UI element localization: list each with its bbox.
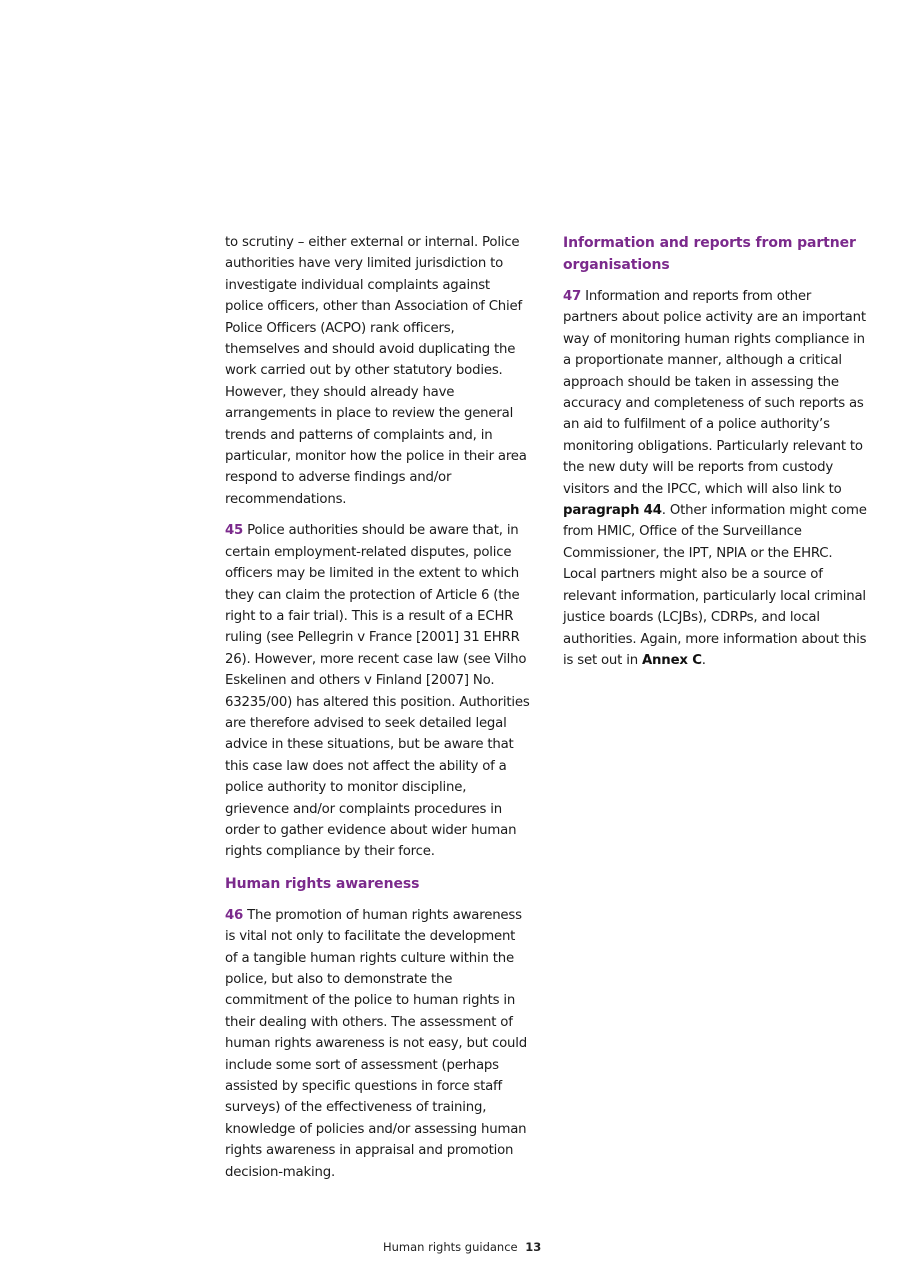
annex-c-reference: Annex C [641,652,702,668]
paragraph-46-text: The promotion of human rights awareness is vital not only to facilitate the development of a tangible human rights culture within the police, but also to demonstrate the commitment of the police to human rights in their dealing with others. The assessment of human rights awareness is not easy, but could include some sort of assessment (perhaps assisted by specific questions in force staff surveys) of the effectiveness of training, knowledge of policies and/or assessing human rights awareness in appraisal and promotion decision-making. [225,907,527,1180]
paragraph-47-text-a: Information and reports from other partners about police activity are an important way of monitoring human rights compliance in a proportionate manner, although a critical approach should be taken in assessing the accuracy and completeness of such reports as an aid to fulfilment of a police authority’s monitoring obligations. Particularly relevant to the new duty will be reports from custody visitors and the IPCC, which will also link to [563,289,866,497]
page-number: 13 [525,1240,542,1254]
paragraph-45-text: Police authorities should be aware that, in certain employment-related disputes, police officers may be limited in the extent to which they can claim the protection of Article 6 (the right to a fair trial). This is a result of a ECHR ruling (see Pellegrin v France [2001] 31 EHRR 26). However, more recent case law (see Vilho Eskelinen and others v Finland [2007] No. 63235/00) has altered this position. Authorities are therefore advised to seek detailed legal advice in these situations, but be aware that this case law does not affect the ability of a police authority to monitor discipline, grievence and/or complaints procedures in order to gather evidence about wider human rights compliance by their force. [225,523,530,860]
right-column [563,232,869,681]
heading-human-rights-awareness: Human rights awareness [225,875,420,892]
left-column [225,232,530,1193]
paragraph-44-reference: paragraph 44 [563,503,662,519]
paragraph-number-47: 47 [563,289,582,304]
footer-title: Human rights guidance [383,1240,518,1254]
page-footer [383,1240,541,1254]
paragraph-number-46: 46 [225,907,244,923]
paragraph-number-45: 45 [225,523,244,539]
paragraph-44-continued: to scrutiny – either external or internal. Police authorities have very limited jurisdiction to investigate individual complaints against police officers, other than Association of Chief Police Officers (ACPO) rank officers, themselves and should avoid duplicating the work carried out by other statutory bodies. However, they should already have arrangements in place to review the general trends and patterns of complaints and, in particular, monitor how the police in their area respond to adverse findings and/or recommendations. [225,235,527,507]
heading-partner-reports: Information and reports from partner organisations [563,235,856,273]
paragraph-47 [563,286,869,671]
paragraph-47-text-b: . Other information might come from HMIC, Office of the Surveillance Commissioner, the IPT, NPIA or the EHRC. Local partners might also be a source of relevant information, particularly local criminal justice boards (LCJBs), CDRPs, and local authorities. Again, more information about this is set out in [563,503,867,668]
paragraph-45 [225,520,530,863]
paragraph-47-text-c: . [701,652,706,668]
paragraph-46 [225,905,530,1183]
